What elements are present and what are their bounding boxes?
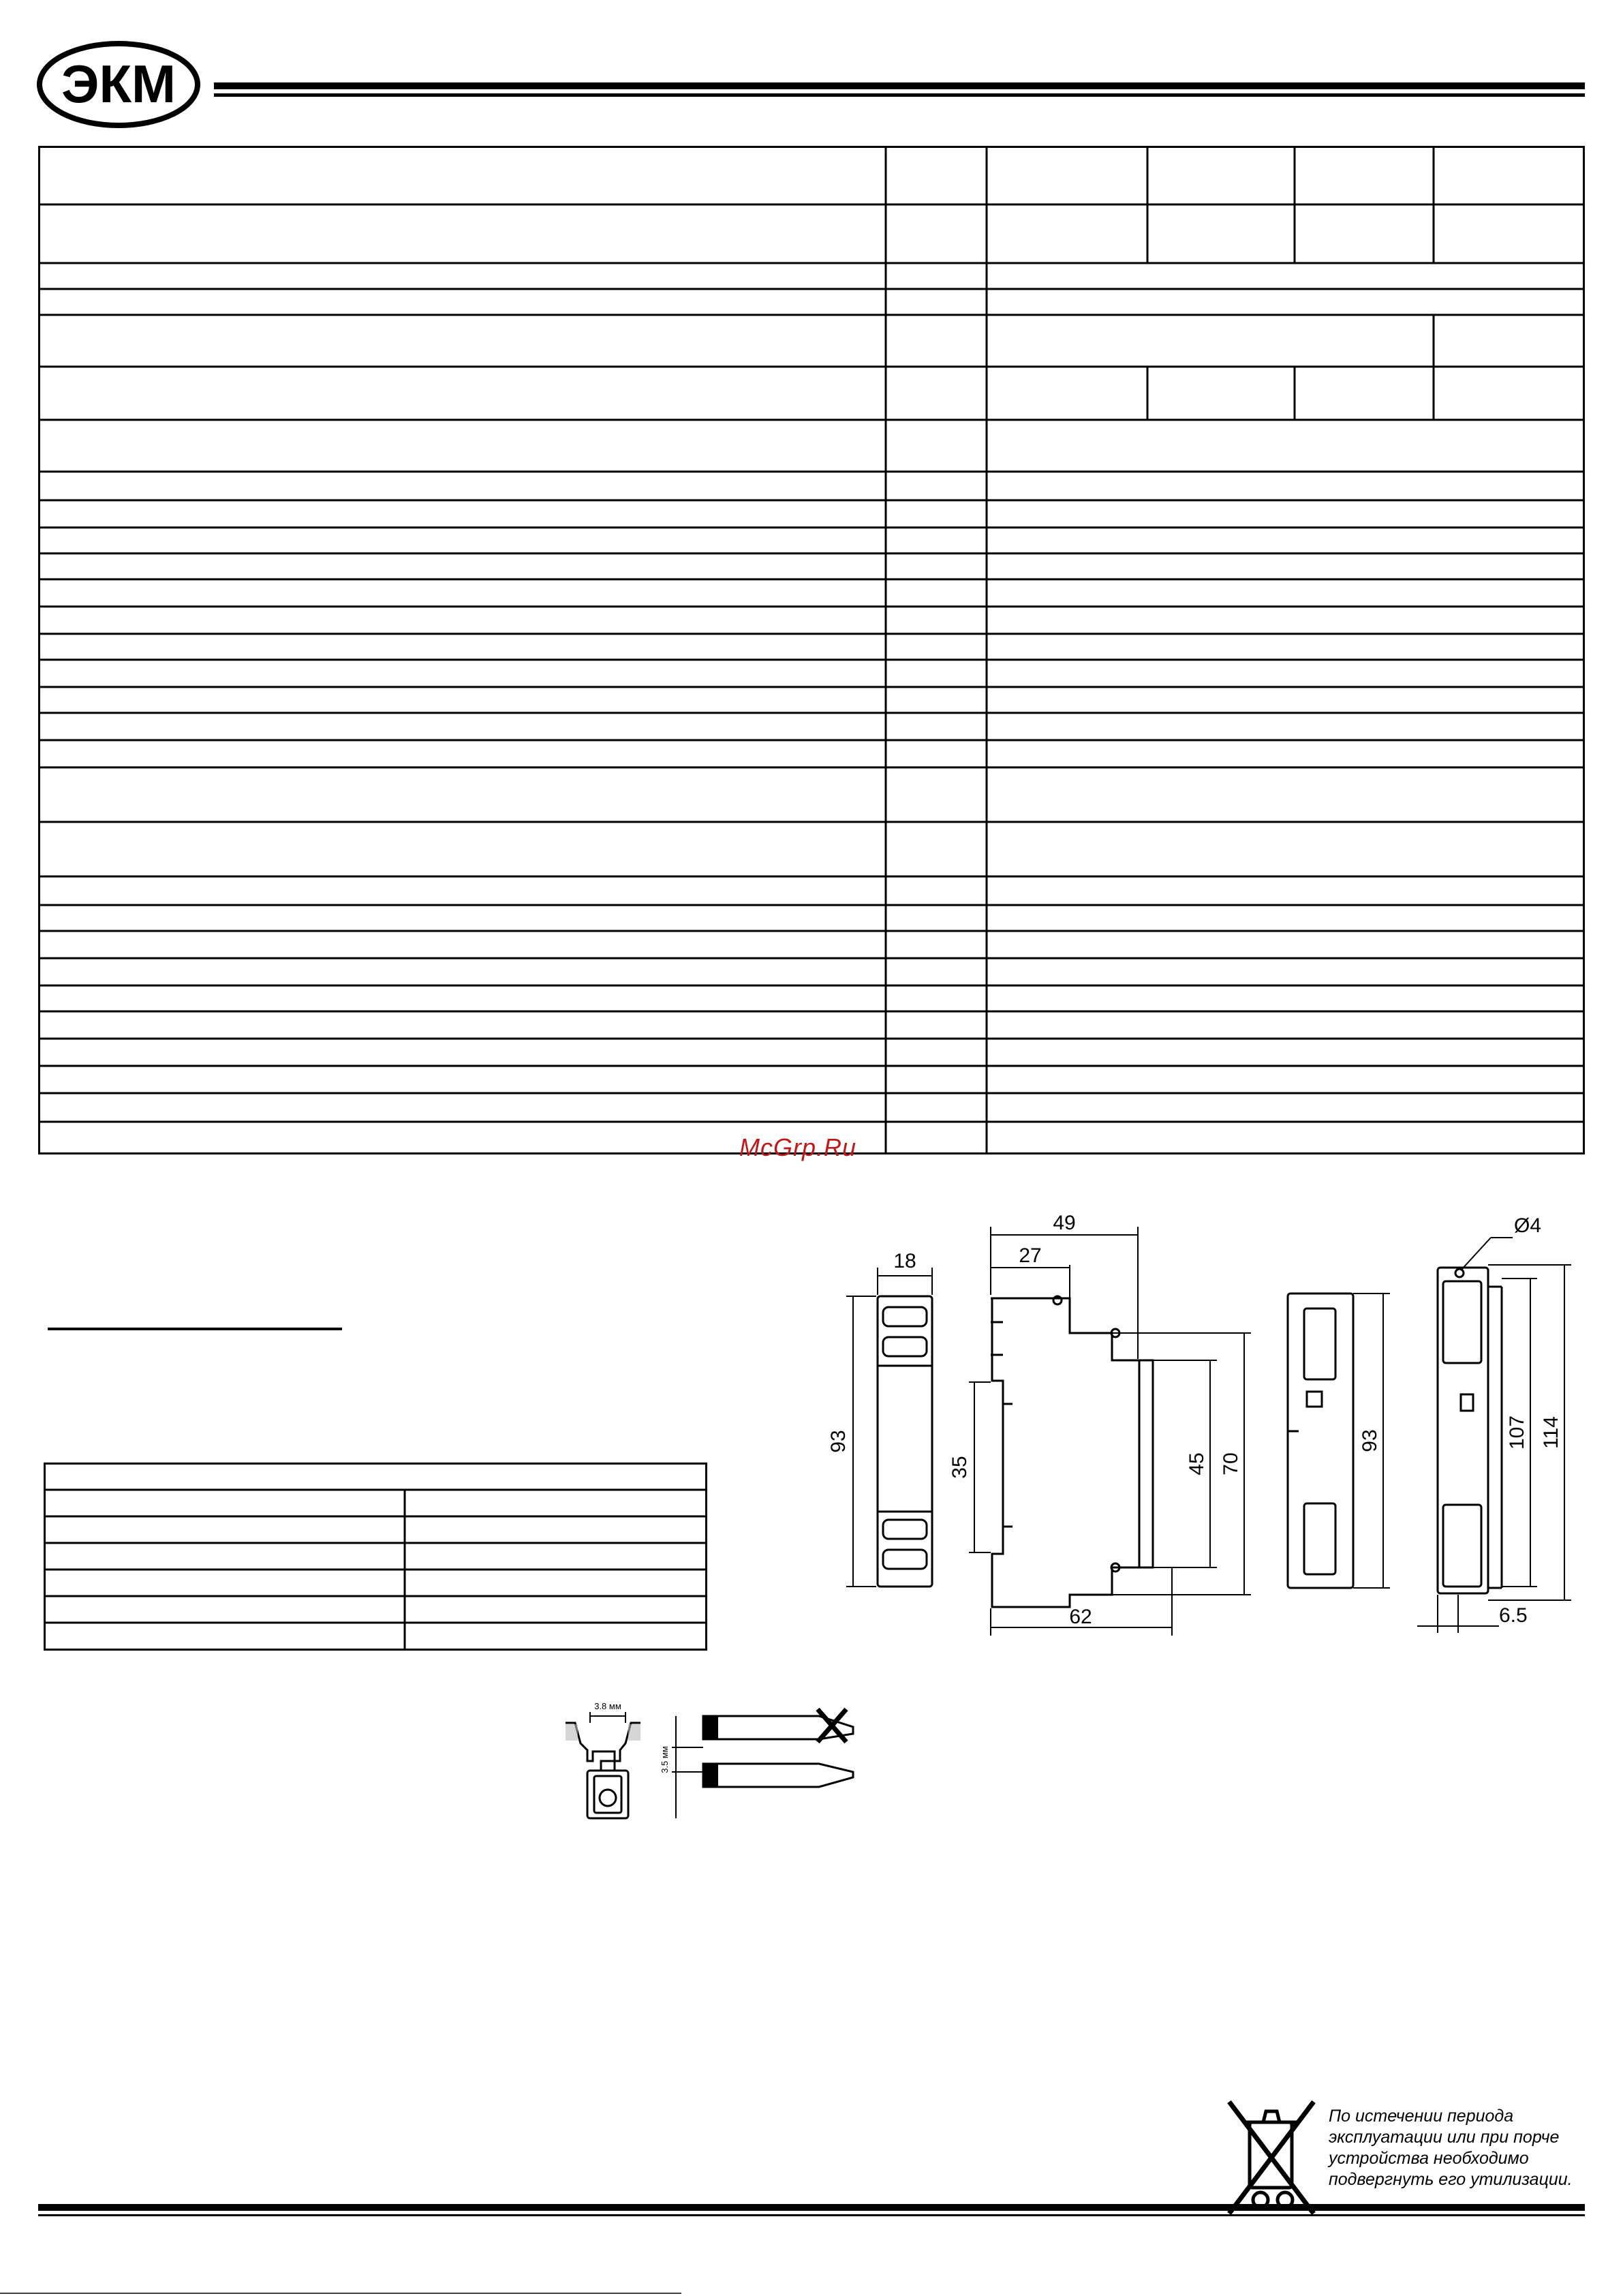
footer-rule bbox=[38, 2204, 1585, 2216]
side-view bbox=[991, 1296, 1153, 1607]
crossed-bin-icon bbox=[1225, 2098, 1320, 2218]
dim-mount-offset: 6.5 bbox=[1499, 1604, 1528, 1627]
ekm-logo bbox=[35, 40, 202, 129]
small-table bbox=[44, 1463, 707, 1651]
front-view bbox=[878, 1296, 932, 1587]
logo-text: ЭКМ bbox=[61, 54, 176, 114]
rear-view bbox=[1288, 1294, 1353, 1588]
dim-front-height: 93 bbox=[827, 1430, 850, 1453]
dim-side-depth-total: 49 bbox=[1053, 1212, 1076, 1234]
dim-mount-hole: Ø4 bbox=[1514, 1214, 1542, 1237]
section-underline bbox=[48, 1328, 342, 1330]
blade-width-label: 3.8 мм bbox=[594, 1701, 621, 1711]
watermark: McGrp.Ru bbox=[739, 1133, 857, 1161]
spec-table bbox=[38, 146, 1585, 1154]
dimension-drawing bbox=[818, 1199, 1594, 1649]
dim-side-rail: 35 bbox=[948, 1456, 971, 1479]
dim-side-front-height: 45 bbox=[1186, 1452, 1208, 1475]
dim-side-depth-upper: 27 bbox=[1019, 1244, 1042, 1267]
mount-view bbox=[1438, 1268, 1502, 1593]
screwdriver-drawing bbox=[560, 1696, 874, 1825]
dim-mount-outer: 114 bbox=[1540, 1416, 1562, 1449]
dim-front-width: 18 bbox=[893, 1250, 916, 1272]
dim-mount-inner: 107 bbox=[1506, 1415, 1528, 1450]
recycle-notice: По истечении периода эксплуатации или при порче устройства необходимо подвергнуть его утилизации. bbox=[1329, 2107, 1573, 2189]
dim-side-body-height: 70 bbox=[1220, 1452, 1242, 1475]
blade-thickness-label: 3.5 мм bbox=[660, 1746, 670, 1773]
dim-rear-height: 93 bbox=[1359, 1429, 1381, 1452]
dim-side-bottom-depth: 62 bbox=[1069, 1606, 1092, 1628]
header-rule bbox=[214, 82, 1585, 99]
page-edge-rule bbox=[0, 2293, 681, 2294]
